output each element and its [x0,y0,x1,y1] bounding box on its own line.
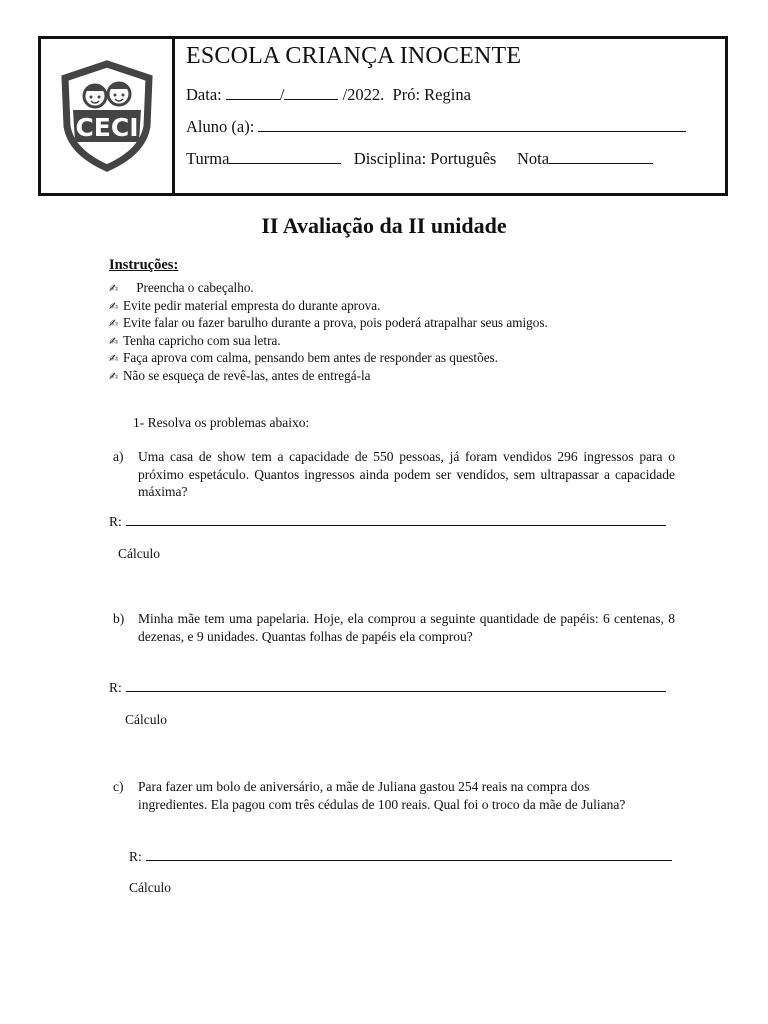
instructions-heading: Instruções: [109,257,179,273]
calc-label-c: Cálculo [129,880,171,895]
answer-label: R: [109,680,122,695]
calc-label-a: Cálculo [118,546,160,561]
writing-hand-icon: ✍ [109,282,119,295]
date-separator: / [279,85,285,104]
answer-line-a[interactable] [109,513,666,530]
grade-label: Nota [516,149,550,168]
question-text: Minha mãe tem uma papelaria. Hoje, ela comprou a seguinte quantidade de papéis: 6 centenas, 8 dezenas, e 9 unidades. Quantas folhas de papéis ela comprou? [138,611,675,644]
question-a [113,448,675,501]
writing-hand-icon: ✍ [109,352,119,365]
answer-line-b[interactable] [109,679,666,696]
grade-blank[interactable] [549,149,653,164]
student-name-blank[interactable] [258,117,686,132]
writing-hand-icon: ✍ [109,317,119,330]
school-name: ESCOLA CRIANÇA INOCENTE [186,43,522,69]
date-month-blank[interactable] [284,85,338,100]
exam-title: II Avaliação da II unidade [261,213,507,238]
header-box [38,36,728,196]
writing-hand-icon: ✍ [109,334,119,348]
question-letter: b) [113,611,125,626]
subject-label: Disciplina: Português [353,149,497,168]
date-teacher-line [186,85,471,105]
class-blank[interactable] [229,149,341,164]
student-line [186,117,686,137]
school-logo-cell [41,39,175,193]
header-info [186,39,715,193]
date-day-blank[interactable] [226,85,280,100]
instruction-item: ✍ Tenha capricho com sua letra. [109,332,548,350]
instruction-item: ✍ Faça aprova com calma, pensando bem antes de responder as questões. [109,349,548,367]
logo-text: CECI [74,113,139,142]
instruction-item: ✍ Não se esqueça de revê-las, antes de entregá-la [109,367,548,385]
date-year: /2022. [342,85,385,104]
calc-label-b: Cálculo [125,712,167,727]
question-text: Para fazer um bolo de aniversário, a mãe de Juliana gastou 254 reais na compra dos ingredientes. Ela pagou com três cédulas de 100 reais. Qual foi o troco da mãe de Juliana? [138,779,626,812]
question-text: Uma casa de show tem a capacidade de 550 pessoas, já foram vendidos 296 ingressos para o próximo espetáculo. Quantos ingressos ainda podem ser vendidos, sem ultrapassar a capacidade máxima? [138,449,675,499]
class-label: Turma [186,149,230,168]
answer-line-c[interactable] [129,848,672,865]
question-c [113,778,643,813]
answer-label: R: [109,514,122,529]
date-label: Data: [186,85,222,104]
instruction-item: ✍ Evite pedir material empresta do durante aprova. [109,297,548,315]
writing-hand-icon: ✍ [109,369,119,383]
question-letter: c) [113,779,124,794]
question-b [113,610,675,645]
instruction-item: ✍ Preencha o cabeçalho. [109,279,548,297]
question-letter: a) [113,449,124,464]
student-label: Aluno (a): [186,117,255,136]
question-intro: 1- Resolva os problemas abaixo: [133,415,310,430]
instruction-item: ✍ Evite falar ou fazer barulho durante a prova, pois poderá atrapalhar seus amigos. [109,314,548,332]
teacher-label: Pró: Regina [392,85,471,104]
instructions-list [109,279,548,384]
answer-label: R: [129,849,142,864]
writing-hand-icon: ✍ [109,299,119,313]
class-line [186,149,653,169]
school-logo-shield-icon [57,60,157,172]
